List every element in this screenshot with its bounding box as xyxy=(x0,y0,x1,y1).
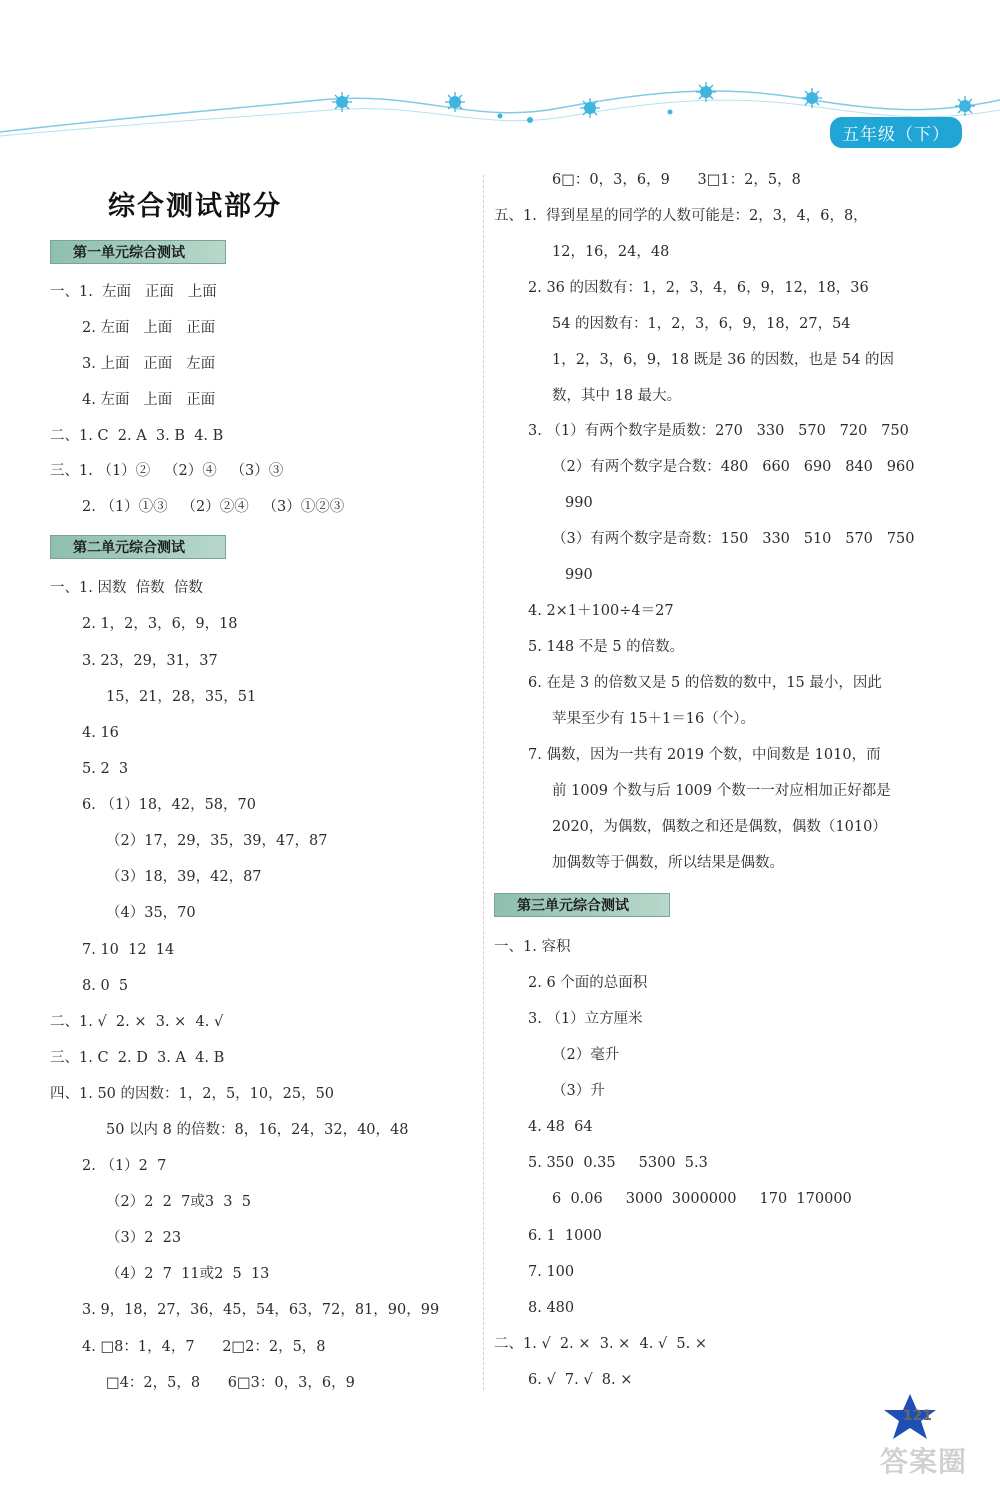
page-number: 121 xyxy=(902,1408,932,1424)
unit-header-2: 第二单元综合测试 xyxy=(50,535,226,559)
column-divider xyxy=(483,175,484,1390)
answer-line: 四、1. 50 的因数：1，2，5，10，25，50 xyxy=(50,1086,335,1102)
answer-line: 7. 偶数，因为一共有 2019 个数，中间数是 1010，而 xyxy=(528,747,881,763)
answer-line: （4）2 7 11或2 5 13 xyxy=(106,1266,270,1282)
answer-line: 3. 上面 正面 左面 xyxy=(82,356,216,372)
section-title: 综合测试部分 xyxy=(108,191,282,222)
answer-line: （2）有两个数字是合数：480 660 690 840 960 xyxy=(552,459,915,475)
answer-line: 2. （1）2 7 xyxy=(82,1158,167,1174)
answer-line: （3）有两个数字是奇数：150 330 510 570 750 xyxy=(552,531,915,547)
answer-line: （3）2 23 xyxy=(106,1230,182,1246)
answer-line: 3. 23，29，31，37 xyxy=(82,653,218,669)
answer-line: 12，16，24，48 xyxy=(552,244,670,260)
answer-line: 五、1. 得到星星的同学的人数可能是：2，3，4，6，8， xyxy=(494,208,868,224)
unit-header-1: 第一单元综合测试 xyxy=(50,240,226,264)
answer-line: 三、1. C 2. D 3. A 4. B xyxy=(50,1050,225,1066)
answer-line: 6. √ 7. √ 8. × xyxy=(528,1372,633,1388)
answer-line: 一、1. 因数 倍数 倍数 xyxy=(50,580,203,596)
answer-line: 前 1009 个数与后 1009 个数一一对应相加正好都是 xyxy=(552,783,891,799)
answer-line: 4. 左面 上面 正面 xyxy=(82,392,216,408)
answer-line: 二、1. C 2. A 3. B 4. B xyxy=(50,428,224,444)
answer-line: 6 0.06 3000 3000000 170 170000 xyxy=(552,1191,852,1207)
answer-line: 990 xyxy=(565,495,593,511)
answer-line: 990 xyxy=(565,567,593,583)
answer-line: □4：2，5，8 6□3：0，3，6，9 xyxy=(106,1375,355,1391)
answer-line: 6. 在是 3 的倍数又是 5 的倍数的数中，15 最小，因此 xyxy=(528,675,882,691)
answer-line: 加偶数等于偶数，所以结果是偶数。 xyxy=(552,855,784,871)
answer-line: 7. 100 xyxy=(528,1264,575,1280)
answer-line: 2020，为偶数，偶数之和还是偶数，偶数（1010） xyxy=(552,819,887,835)
answer-line: 4. 2×1＋100÷4＝27 xyxy=(528,603,674,619)
answer-line: 6. （1）18，42，58，70 xyxy=(82,797,256,813)
answer-line: 54 的因数有：1，2，3，6，9，18，27，54 xyxy=(552,316,851,332)
answer-line: 3. （1）立方厘米 xyxy=(528,1011,643,1027)
answer-line: 50 以内 8 的倍数：8，16，24，32，40，48 xyxy=(106,1122,409,1138)
answer-line: 二、1. √ 2. × 3. × 4. √ xyxy=(50,1014,224,1030)
answer-line: 6. 1 1000 xyxy=(528,1228,602,1244)
answer-line: 8. 0 5 xyxy=(82,978,129,994)
answer-line: 4. 48 64 xyxy=(528,1119,593,1135)
answer-line: 苹果至少有 15＋1＝16（个）。 xyxy=(552,711,755,727)
answer-line: 2. 6 个面的总面积 xyxy=(528,975,648,991)
answer-line: （4）35，70 xyxy=(106,905,196,921)
answer-line: 3. （1）有两个数字是质数：270 330 570 720 750 xyxy=(528,423,909,439)
answer-line: （2）17，29，35，39，47，87 xyxy=(106,833,328,849)
answer-line: 一、1. 容积 xyxy=(494,939,571,955)
answer-line: （3）升 xyxy=(552,1083,605,1099)
answer-line: 6□：0，3，6，9 3□1：2，5，8 xyxy=(552,172,801,188)
answer-line: 5. 2 3 xyxy=(82,761,129,777)
answer-line: 数，其中 18 最大。 xyxy=(552,388,682,404)
answer-line: 3. 9，18，27，36，45，54，63，72，81，90，99 xyxy=(82,1302,440,1318)
answer-line: 4. 16 xyxy=(82,725,119,741)
answer-line: 2. 36 的因数有：1，2，3，4，6，9，12，18，36 xyxy=(528,280,869,296)
unit-header-3: 第三单元综合测试 xyxy=(494,893,670,917)
answer-line: 5. 148 不是 5 的倍数。 xyxy=(528,639,685,655)
watermark: 答案圈 xyxy=(880,1445,968,1478)
answer-line: 8. 480 xyxy=(528,1300,575,1316)
answer-line: 三、1. （1）② （2）④ （3）③ xyxy=(50,463,284,479)
answer-line: 7. 10 12 14 xyxy=(82,942,175,958)
answer-line: （2）2 2 7或3 3 5 xyxy=(106,1194,251,1210)
answer-line: 1，2，3，6，9，18 既是 36 的因数，也是 54 的因 xyxy=(552,352,895,368)
answer-line: 2. （1）①③ （2）②④ （3）①②③ xyxy=(82,499,345,515)
answer-line: 5. 350 0.35 5300 5.3 xyxy=(528,1155,708,1171)
answer-line: 2. 左面 上面 正面 xyxy=(82,320,216,336)
answer-line: （2）毫升 xyxy=(552,1047,620,1063)
answer-line: 二、1. √ 2. × 3. × 4. √ 5. × xyxy=(494,1336,708,1352)
answer-line: 4. □8：1，4，7 2□2：2，5，8 xyxy=(82,1339,326,1355)
answer-line: （3）18，39，42，87 xyxy=(106,869,262,885)
answer-line: 一、1. 左面 正面 上面 xyxy=(50,284,217,300)
grade-badge: 五年级（下） xyxy=(830,117,962,148)
answer-line: 15，21，28，35，51 xyxy=(106,689,257,705)
answer-line: 2. 1，2，3，6，9，18 xyxy=(82,616,238,632)
